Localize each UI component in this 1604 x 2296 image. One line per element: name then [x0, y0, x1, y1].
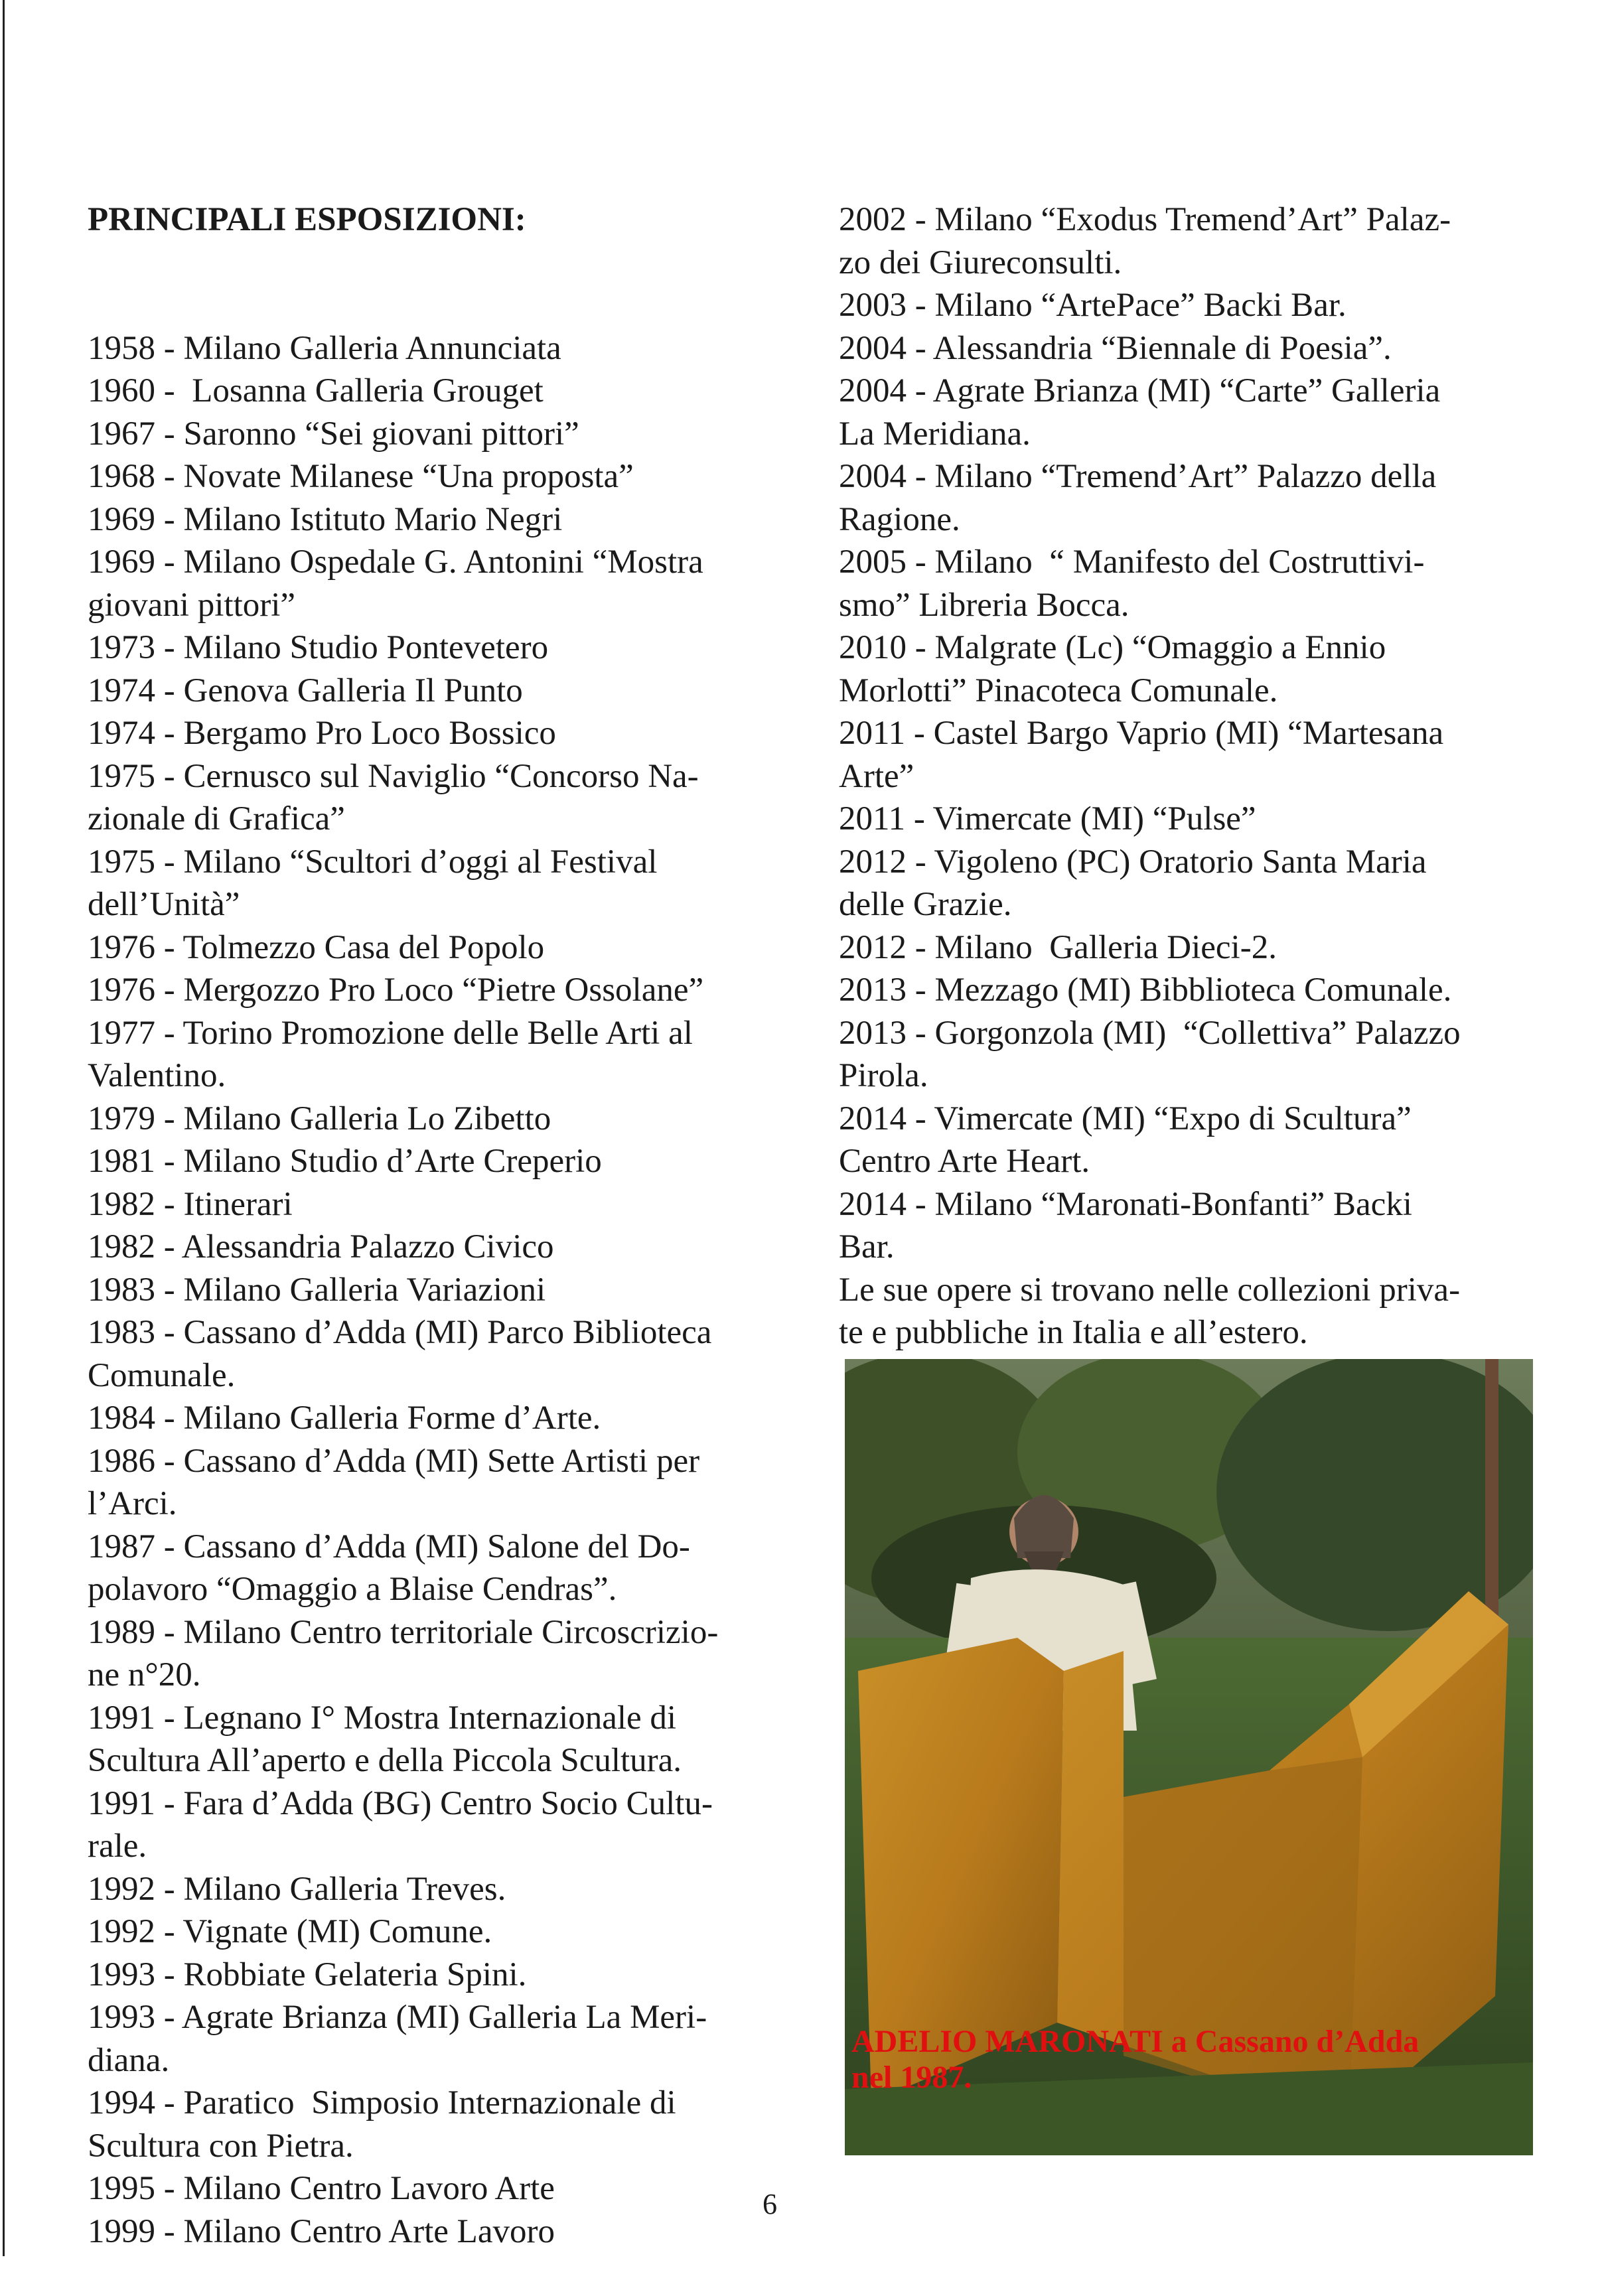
page-number: 6 [763, 2188, 777, 2220]
exhibition-line: giovani pittori” [88, 586, 296, 624]
exhibition-line: Bar. [839, 1228, 895, 1265]
exhibitions-heading: PRINCIPALI ESPOSIZIONI: [88, 201, 526, 238]
exhibition-line: diana. [88, 2041, 170, 2079]
exhibition-line: 1960 - Losanna Galleria Grouget [88, 372, 544, 409]
exhibition-line: zionale di Grafica” [88, 800, 345, 837]
exhibitions-left-list [88, 327, 784, 2254]
exhibition-line: 1975 - Cernusco sul Naviglio “Concorso Na- [88, 757, 699, 795]
exhibition-line: 2013 - Mezzago (MI) Bibblioteca Comunale. [839, 971, 1452, 1009]
exhibition-line: 1967 - Saronno “Sei giovani pittori” [88, 415, 579, 453]
exhibition-line: 1976 - Tolmezzo Casa del Popolo [88, 928, 545, 966]
exhibition-line: 2004 - Alessandria “Biennale di Poesia”. [839, 329, 1392, 367]
exhibition-line: smo” Libreria Bocca. [839, 586, 1130, 624]
exhibition-line: Pirola. [839, 1057, 928, 1094]
exhibition-line: 1983 - Milano Galleria Variazioni [88, 1271, 546, 1309]
exhibition-line: te e pubbliche in Italia e all’estero. [839, 1314, 1308, 1351]
exhibition-line: 2011 - Castel Bargo Vaprio (MI) “Martesana [839, 715, 1444, 752]
exhibition-line: Le sue opere si trovano nelle collezioni priva- [839, 1271, 1461, 1309]
exhibition-line: 1977 - Torino Promozione delle Belle Arti al [88, 1014, 693, 1052]
exhibition-line: 1987 - Cassano d’Adda (MI) Salone del Do- [88, 1528, 690, 1565]
exhibition-line: 2011 - Vimercate (MI) “Pulse” [839, 800, 1256, 837]
exhibition-line: 1973 - Milano Studio Pontevetero [88, 629, 549, 666]
photo-caption-line-2: nel 1987. [851, 2060, 972, 2095]
exhibition-line: 1969 - Milano Ospedale G. Antonini “Mostra [88, 543, 703, 581]
exhibition-line: 1969 - Milano Istituto Mario Negri [88, 500, 563, 538]
exhibition-line: 1982 - Alessandria Palazzo Civico [88, 1228, 554, 1265]
exhibition-line: 2014 - Milano “Maronati-Bonfanti” Backi [839, 1185, 1412, 1223]
exhibition-line: 1981 - Milano Studio d’Arte Creperio [88, 1143, 602, 1180]
exhibition-line: delle Grazie. [839, 886, 1012, 923]
artist-photo [845, 1359, 1533, 2155]
exhibition-line: 2014 - Vimercate (MI) “Expo di Scultura” [839, 1100, 1412, 1137]
exhibition-line: 1995 - Milano Centro Lavoro Arte [88, 2170, 555, 2207]
exhibition-line: Valentino. [88, 1057, 226, 1094]
exhibition-line: 1983 - Cassano d’Adda (MI) Parco Biblioteca [88, 1314, 712, 1351]
exhibition-line: 1991 - Fara d’Adda (BG) Centro Socio Cultu- [88, 1784, 713, 1822]
exhibition-line: 2004 - Milano “Tremend’Art” Palazzo della [839, 458, 1437, 495]
exhibition-line: 2010 - Malgrate (Lc) “Omaggio a Ennio [839, 629, 1386, 666]
exhibition-line: dell’Unità” [88, 886, 240, 923]
exhibition-line: 2002 - Milano “Exodus Tremend’Art” Palaz- [839, 201, 1451, 238]
exhibition-line: Ragione. [839, 500, 960, 538]
exhibition-line: 1986 - Cassano d’Adda (MI) Sette Artisti per [88, 1442, 700, 1480]
exhibition-line: 2005 - Milano “ Manifesto del Costruttivi- [839, 543, 1425, 581]
exhibition-line: polavoro “Omaggio a Blaise Cendras”. [88, 1571, 617, 1608]
exhibition-line: 1974 - Genova Galleria Il Punto [88, 672, 523, 709]
exhibitions-left-column [88, 113, 784, 2296]
exhibition-line: 1958 - Milano Galleria Annunciata [88, 329, 561, 367]
exhibition-line: Morlotti” Pinacoteca Comunale. [839, 672, 1278, 709]
exhibition-line: 1993 - Robbiate Gelateria Spini. [88, 1956, 527, 1993]
exhibition-line: Scultura All’aperto e della Piccola Scultura. [88, 1742, 682, 1779]
exhibitions-right-list [839, 198, 1536, 1354]
exhibition-line: 1979 - Milano Galleria Lo Zibetto [88, 1100, 551, 1137]
exhibition-line: 1992 - Vignate (MI) Comune. [88, 1913, 492, 1950]
exhibition-line: 2004 - Agrate Brianza (MI) “Carte” Galleria [839, 372, 1441, 409]
exhibition-line: Scultura con Pietra. [88, 2127, 354, 2165]
exhibition-line: 2003 - Milano “ArtePace” Backi Bar. [839, 287, 1347, 324]
photo-caption [851, 2024, 1533, 2096]
exhibition-line: 2013 - Gorgonzola (MI) “Collettiva” Palazzo [839, 1014, 1461, 1052]
exhibition-line: 1989 - Milano Centro territoriale Circoscrizio- [88, 1613, 719, 1651]
page-edge-line [3, 0, 5, 2256]
exhibition-line: 1993 - Agrate Brianza (MI) Galleria La Meri- [88, 1999, 707, 2036]
exhibition-line: rale. [88, 1828, 147, 1865]
exhibition-line: Arte” [839, 757, 914, 795]
exhibition-line: 1982 - Itinerari [88, 1185, 293, 1223]
exhibition-line: La Meridiana. [839, 415, 1031, 453]
photo-caption-line-1: ADELIO MARONATI a Cassano d’Adda [851, 2024, 1420, 2059]
exhibition-line: zo dei Giureconsulti. [839, 244, 1122, 281]
exhibition-line: Centro Arte Heart. [839, 1143, 1090, 1180]
exhibition-line: Comunale. [88, 1356, 236, 1394]
exhibition-line: 1994 - Paratico Simposio Internazionale di [88, 2084, 676, 2121]
exhibition-line: 1974 - Bergamo Pro Loco Bossico [88, 715, 556, 752]
exhibition-line: 1976 - Mergozzo Pro Loco “Pietre Ossolane” [88, 971, 704, 1009]
exhibition-line: 1984 - Milano Galleria Forme d’Arte. [88, 1399, 601, 1437]
exhibition-line: 1968 - Novate Milanese “Una proposta” [88, 458, 634, 495]
exhibition-line: l’Arci. [88, 1485, 177, 1522]
exhibition-line: 1992 - Milano Galleria Treves. [88, 1870, 506, 1908]
exhibition-line: 1999 - Milano Centro Arte Lavoro [88, 2212, 555, 2250]
exhibition-line: 2012 - Vigoleno (PC) Oratorio Santa Maria [839, 843, 1427, 881]
exhibitions-right-column [839, 113, 1536, 1397]
exhibition-line: ne n°20. [88, 1656, 201, 1693]
exhibition-line: 2012 - Milano Galleria Dieci-2. [839, 928, 1277, 966]
exhibition-line: 1991 - Legnano I° Mostra Internazionale di [88, 1699, 677, 1737]
exhibition-line: 1975 - Milano “Scultori d’oggi al Festival [88, 843, 658, 881]
